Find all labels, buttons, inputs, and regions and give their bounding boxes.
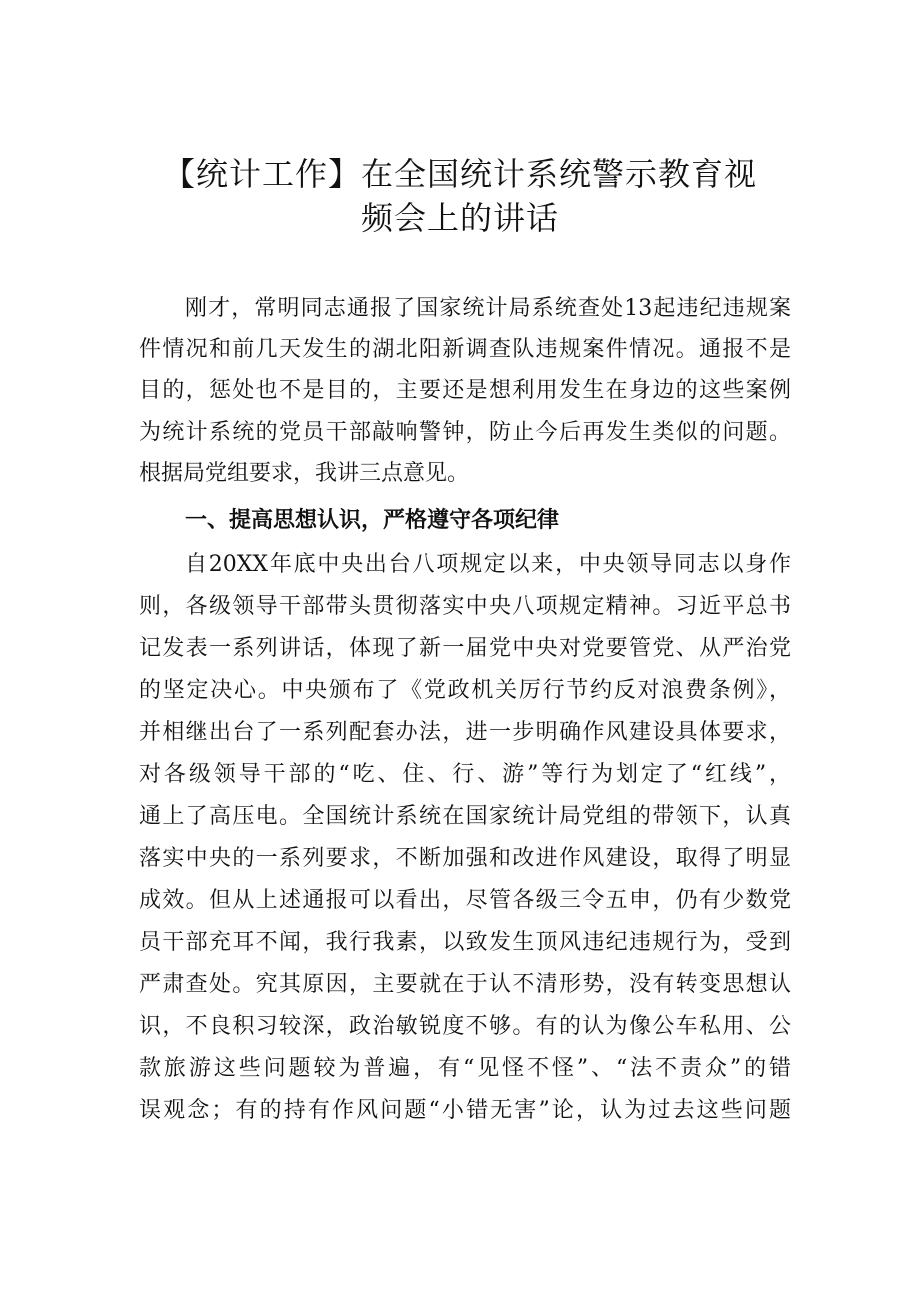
intro-paragraph-line: 目的，惩处也不是目的，主要还是想利用发生在身边的这些案例 [139,378,791,403]
intro-paragraph-line: 刚才，常明同志通报了国家统计局系统查处13起违纪违规案 [185,296,791,321]
section-1-heading: 一、提高思想认识，严格遵守各项纪律 [185,508,560,533]
intro-paragraph-line: 根据局党组要求，我讲三点意见。 [139,461,470,486]
section-1-paragraph-line: 的坚定决心。中央颁布了《党政机关厉行节约反对浪费条例》， [139,678,791,703]
intro-paragraph-line: 为统计系统的党员干部敲响警钟，防止今后再发生类似的问题。 [139,420,791,445]
document-title-line-1: 【统计工作】在全国统计系统警示教育视 [162,155,757,193]
section-1-paragraph-line: 识，不良积习较深，政治敏锐度不够。有的认为像公车私用、公 [139,1014,791,1039]
section-1-paragraph-line: 误观念；有的持有作风问题“小错无害”论，认为过去这些问题 [139,1098,791,1123]
section-1-paragraph-line: 成效。但从上述通报可以看出，尽管各级三令五申，仍有少数党 [139,888,791,913]
section-1-paragraph-line: 员干部充耳不闻，我行我素，以致发生顶风违纪违规行为，受到 [139,930,791,955]
section-1-paragraph-line: 落实中央的一系列要求，不断加强和改进作风建设，取得了明显 [139,846,791,871]
section-1-paragraph-line: 并相继出台了一系列配套办法，进一步明确作风建设具体要求， [139,720,791,745]
section-1-paragraph-line: 通上了高压电。全国统计系统在国家统计局党组的带领下，认真 [139,804,791,829]
section-1-paragraph-line: 对各级领导干部的“吃、住、行、游”等行为划定了“红线”， [139,762,791,787]
section-1-paragraph-line: 记发表一系列讲话，体现了新一届党中央对党要管党、从严治党 [139,636,791,661]
section-1-paragraph-line: 自20XX年底中央出台八项规定以来，中央领导同志以身作 [185,552,791,577]
document-title-line-2: 频会上的讲话 [360,199,559,237]
section-1-paragraph-line: 严肃查处。究其原因，主要就在于认不清形势，没有转变思想认 [139,972,791,997]
section-1-paragraph-line: 则，各级领导干部带头贯彻落实中央八项规定精神。习近平总书 [139,594,791,619]
intro-paragraph-line: 件情况和前几天发生的湖北阳新调查队违规案件情况。通报不是 [139,337,791,362]
section-1-paragraph-line: 款旅游这些问题较为普遍，有“见怪不怪”、“法不责众”的错 [139,1056,791,1081]
